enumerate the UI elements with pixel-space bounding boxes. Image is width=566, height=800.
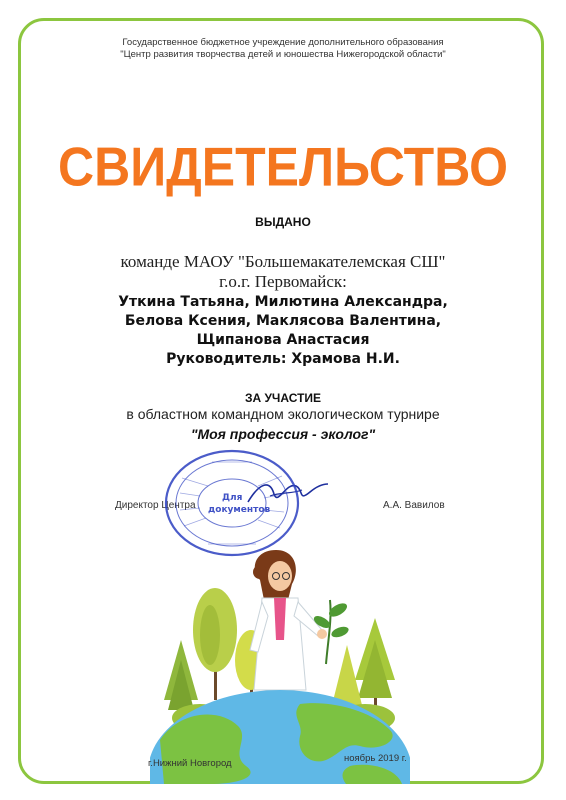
city-label: г.Нижний Новгород (148, 758, 232, 769)
recipient-line-1: команде МАОУ "Большемакателемская СШ" (120, 252, 446, 271)
issued-label: ВЫДАНО (255, 215, 311, 229)
director-label: Директор Центра (115, 500, 196, 511)
svg-text:Для: Для (222, 493, 243, 503)
event-line: в областном командном экологическом турнире (126, 406, 440, 422)
supervisor-line: Руководитель: Храмова Н.И. (166, 351, 400, 367)
members-line-3: Щипанова Анастасия (196, 332, 370, 348)
members-line-1: Уткина Татьяна, Милютина Александра, (118, 294, 448, 310)
organization-line-1: Государственное бюджетное учреждение дополнительного образования (122, 37, 444, 48)
certificate-title: СВИДЕТЕЛЬСТВО (58, 136, 508, 198)
participation-label: ЗА УЧАСТИЕ (244, 391, 322, 405)
date-label: ноябрь 2019 г. (344, 753, 407, 764)
director-name: А.А. Вавилов (383, 500, 445, 511)
ecologist-illustration (150, 540, 410, 784)
svg-text:документов: документов (208, 505, 271, 515)
organization-line-2: "Центр развития творчества детей и юношества Нижегородской области" (120, 49, 446, 60)
recipient-line-2: г.о.г. Первомайск: (219, 272, 347, 291)
tree-icon (193, 588, 237, 700)
contest-name: "Моя профессия - эколог" (190, 426, 376, 442)
members-line-2: Белова Ксения, Маклясова Валентина, (124, 313, 442, 329)
